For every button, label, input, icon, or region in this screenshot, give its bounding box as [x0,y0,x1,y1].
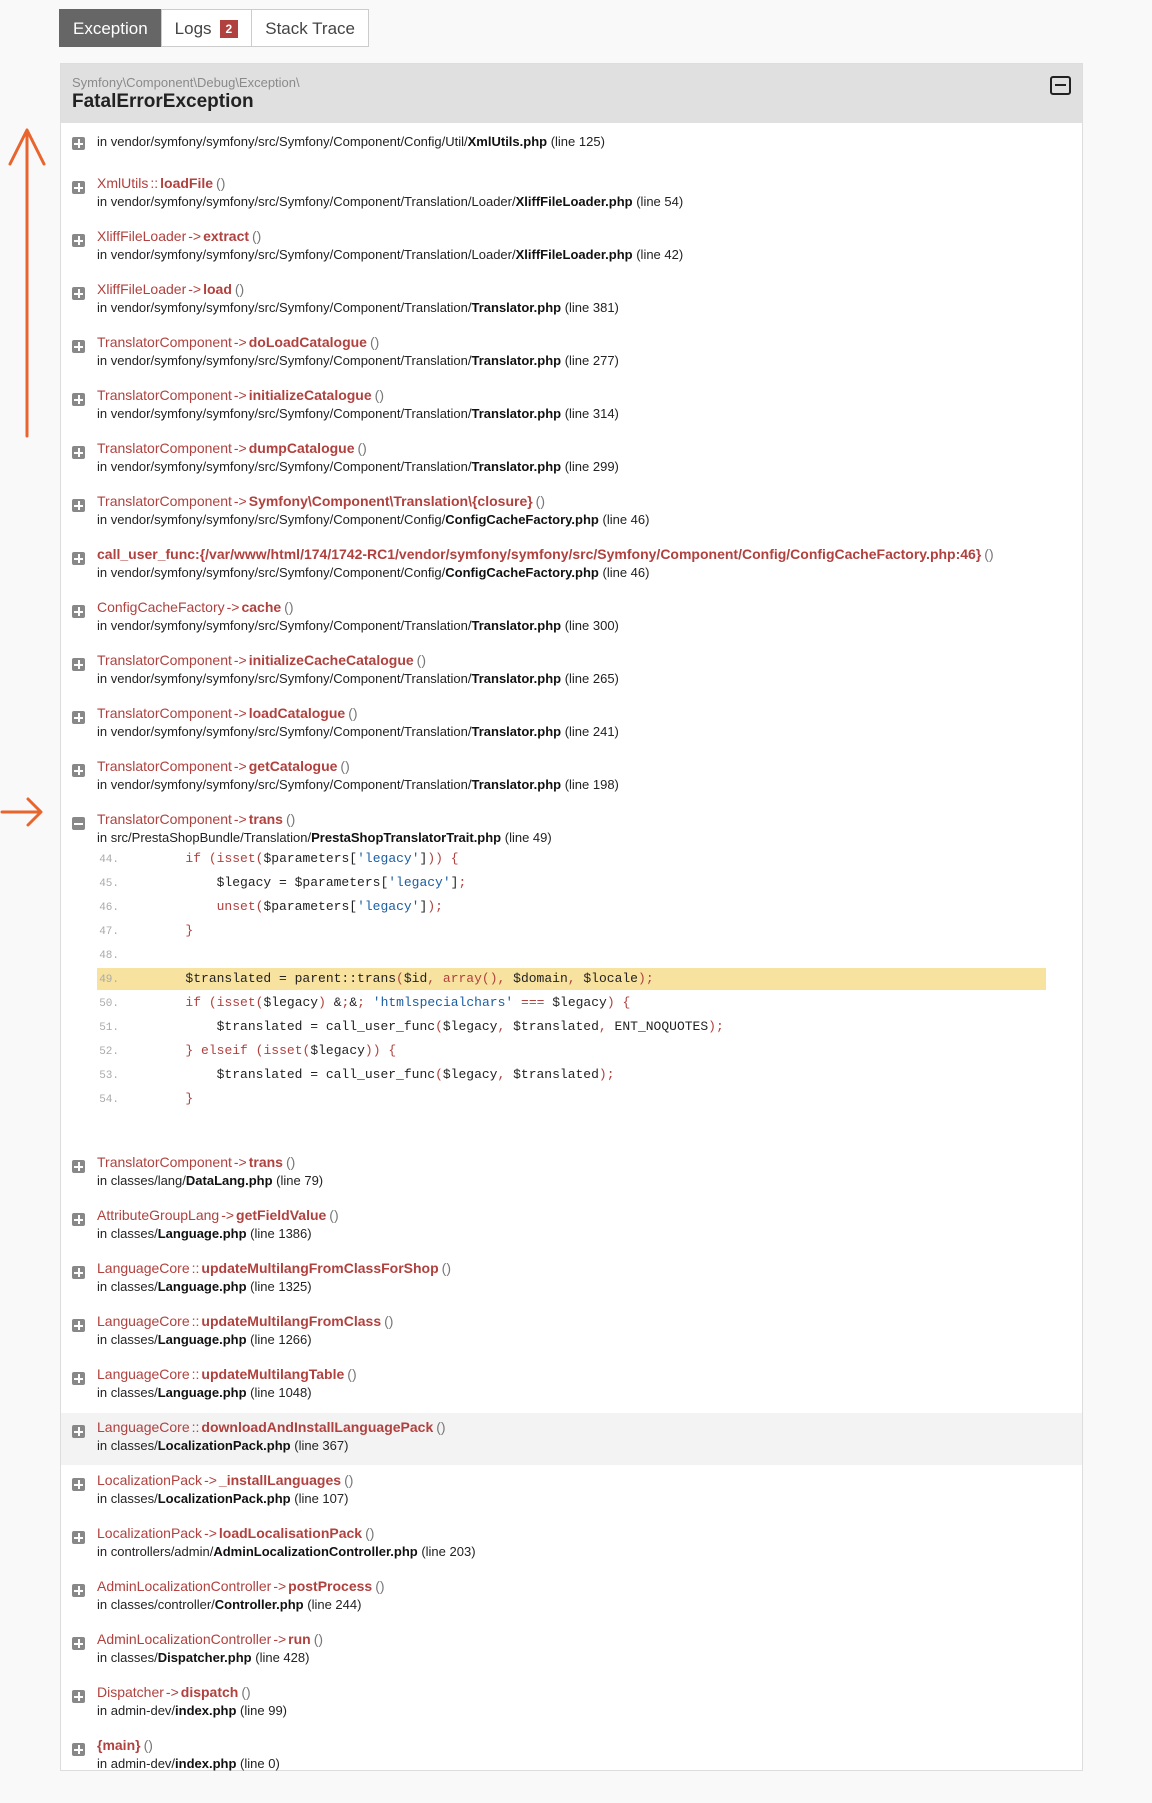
trace-separator: :: [191,1419,200,1435]
trace-path: in controllers/admin/ [97,1544,214,1559]
trace-filename: LocalizationPack.php [157,1491,291,1506]
trace-file-location [97,1279,312,1294]
trace-args: () [357,440,367,456]
trace-args: () [216,175,226,191]
trace-args: () [143,1737,153,1753]
trace-file-location [97,724,619,739]
trace-args: () [441,1260,451,1276]
trace-method: updateMultilangFromClassForShop [201,1260,439,1276]
trace-filename: PrestaShopTranslatorTrait.php [311,830,502,845]
expand-frame-icon[interactable] [72,1160,85,1173]
trace-file-location [97,1703,287,1718]
trace-function [97,1578,385,1594]
collapse-frame-icon[interactable] [72,817,85,830]
tab-bar [59,9,368,47]
trace-separator: -> [233,387,247,403]
trace-class: TranslatorComponent [97,334,232,350]
trace-line-number: (line 1386) [246,1226,312,1241]
expand-frame-icon[interactable] [72,1372,85,1385]
expand-frame-icon[interactable] [72,1266,85,1279]
trace-class: TranslatorComponent [97,705,232,721]
up-arrow-annotation [0,120,60,450]
expand-frame-icon[interactable] [72,137,85,150]
code-line-number: 45. [99,878,119,890]
trace-separator: -> [233,652,247,668]
code-text: } [185,1091,194,1106]
trace-file-location [97,1650,309,1665]
trace-filename: XliffFileLoader.php [515,194,633,209]
trace-class: XliffFileLoader [97,281,187,297]
trace-separator: -> [221,1207,235,1223]
trace-method: load [203,281,232,297]
trace-filename: Language.php [157,1226,247,1241]
trace-separator: :: [191,1260,200,1276]
trace-separator: -> [204,1525,217,1541]
trace-args: () [329,1207,339,1223]
trace-function [97,705,358,721]
trace-class: TranslatorComponent [97,440,232,456]
trace-method: _installLanguages [218,1472,342,1488]
trace-path: in vendor/symfony/symfony/src/Symfony/Component/Translation/ [97,459,472,474]
trace-file-location [97,1173,323,1188]
tab-stack-trace[interactable]: Stack Trace [251,9,369,47]
trace-path: in classes/ [97,1279,158,1294]
trace-method: loadCatalogue [248,705,346,721]
trace-class: AdminLocalizationController [97,1578,272,1594]
trace-file-location [97,194,683,209]
trace-function [97,493,545,509]
trace-args: () [285,811,296,827]
trace-separator: -> [233,758,247,774]
trace-separator: -> [204,1472,217,1488]
trace-function [97,758,350,774]
trace-args: () [416,652,426,668]
trace-function [97,1631,323,1647]
trace-args: () [284,599,294,615]
trace-path: in classes/ [97,1385,158,1400]
trace-file-location [97,777,619,792]
trace-path: in admin-dev/ [97,1703,176,1718]
trace-filename: Translator.php [471,300,562,315]
trace-args: () [348,705,358,721]
trace-separator: :: [191,1366,200,1382]
trace-file-location [97,1385,312,1400]
trace-line-number: (line 0) [236,1756,280,1771]
trace-method: trans [248,811,283,827]
trace-class: LanguageCore [97,1313,190,1329]
trace-file-location [97,1597,361,1612]
trace-function [97,1366,357,1382]
trace-line-number: (line 1048) [246,1385,312,1400]
trace-path: in classes/lang/ [97,1173,186,1188]
trace-args: () [252,228,262,244]
code-text: $legacy = $parameters['legacy']; [123,875,467,890]
expand-frame-icon[interactable] [72,1743,85,1756]
trace-class: TranslatorComponent [97,758,232,774]
trace-filename: Translator.php [471,724,562,739]
trace-path: in classes/controller/ [97,1597,215,1612]
trace-class: AdminLocalizationController [97,1631,272,1647]
trace-function [97,175,225,191]
trace-line-number: (line 42) [632,247,684,262]
code-line [97,992,1046,1014]
trace-path: in src/PrestaShopBundle/Translation/ [97,830,312,845]
trace-line-number: (line 314) [561,406,619,421]
trace-line-number: (line 1325) [246,1279,312,1294]
trace-file-location [97,353,619,368]
expand-frame-icon[interactable] [72,340,85,353]
trace-line-number: (line 54) [632,194,684,209]
trace-class: LocalizationPack [97,1472,203,1488]
trace-class: TranslatorComponent [97,387,232,403]
trace-path: in vendor/symfony/symfony/src/Symfony/Component/Translation/ [97,353,472,368]
trace-filename: LocalizationPack.php [157,1438,291,1453]
expand-frame-icon[interactable] [72,1425,85,1438]
trace-method: updateMultilangTable [201,1366,345,1382]
trace-args: () [285,1154,296,1170]
exception-header [61,64,1082,123]
trace-filename: Translator.php [471,459,562,474]
trace-function [97,281,244,297]
code-text: } [185,923,194,938]
trace-filename: XliffFileLoader.php [515,247,633,262]
trace-separator: -> [233,705,247,721]
code-line [97,1064,1046,1086]
trace-filename: Translator.php [471,406,562,421]
code-text: $translated = parent::trans($id, array(), $domain, $locale); [123,971,654,986]
trace-line-number: (line 49) [501,830,552,845]
expand-frame-icon[interactable] [72,1319,85,1332]
code-line [97,1088,1046,1110]
trace-function [97,228,261,244]
code-line-number: 49. [99,974,119,986]
trace-filename: AdminLocalizationController.php [213,1544,418,1559]
tab-logs-label: Logs [174,19,212,38]
trace-function [97,1737,153,1753]
trace-line-number: (line 241) [561,724,619,739]
trace-method: {main} [97,1737,141,1753]
trace-line-number: (line 46) [598,565,650,580]
trace-path: in vendor/symfony/symfony/src/Symfony/Component/Translation/ [97,300,472,315]
trace-path: in vendor/symfony/symfony/src/Symfony/Component/Config/Util/ [97,134,468,149]
code-line-number: 50. [99,998,119,1010]
trace-function [97,1260,451,1276]
trace-separator: -> [188,228,202,244]
trace-method: updateMultilangFromClass [201,1313,382,1329]
code-line-highlighted [97,968,1046,990]
expand-frame-icon[interactable] [72,1584,85,1597]
trace-class: LocalizationPack [97,1525,203,1541]
trace-file-location [97,300,619,315]
trace-filename: XmlUtils.php [467,134,548,149]
trace-path: in vendor/symfony/symfony/src/Symfony/Component/Translation/ [97,777,472,792]
trace-method: run [288,1631,311,1647]
expand-frame-icon[interactable] [72,446,85,459]
code-line [97,896,1046,918]
trace-function [97,440,367,456]
trace-method: extract [203,228,250,244]
trace-args: () [369,334,380,350]
trace-class: TranslatorComponent [97,811,232,827]
trace-path: in classes/ [97,1650,158,1665]
expand-frame-icon[interactable] [72,287,85,300]
trace-class: Dispatcher [97,1684,164,1700]
trace-class: TranslatorComponent [97,1154,232,1170]
trace-function [97,811,295,827]
trace-path: in vendor/symfony/symfony/src/Symfony/Component/Translation/Loader/ [97,194,516,209]
trace-args: () [374,387,384,403]
trace-method: downloadAndInstallLanguagePack [201,1419,434,1435]
trace-line-number: (line 99) [236,1703,288,1718]
trace-separator: -> [233,1154,247,1170]
code-line-number: 47. [99,926,119,938]
trace-function [97,1525,374,1541]
trace-method: initializeCatalogue [248,387,372,403]
trace-method: loadLocalisationPack [218,1525,363,1541]
trace-class: XliffFileLoader [97,228,187,244]
trace-class: LanguageCore [97,1366,190,1382]
expand-frame-icon[interactable] [72,1213,85,1226]
trace-line-number: (line 46) [598,512,650,527]
code-line-number: 51. [99,1022,119,1034]
trace-path: in vendor/symfony/symfony/src/Symfony/Component/Translation/ [97,618,472,633]
trace-args: () [340,758,350,774]
trace-file-location [97,1544,476,1559]
trace-file-location [97,1756,280,1771]
expand-frame-icon[interactable] [72,605,85,618]
trace-path: in vendor/symfony/symfony/src/Symfony/Component/Translation/Loader/ [97,247,516,262]
trace-path: in vendor/symfony/symfony/src/Symfony/Component/Translation/ [97,671,472,686]
trace-filename: Language.php [157,1279,247,1294]
trace-line-number: (line 277) [561,353,619,368]
code-line-number: 53. [99,1070,119,1082]
trace-args: () [344,1472,354,1488]
trace-function [97,1472,353,1488]
trace-method: trans [248,1154,283,1170]
trace-function [97,387,384,403]
trace-class: LanguageCore [97,1419,190,1435]
trace-filename: ConfigCacheFactory.php [445,512,599,527]
expand-frame-icon[interactable] [72,181,85,194]
trace-file-location [97,565,649,580]
trace-method: Symfony\Component\Translation\{closure} [248,493,533,509]
trace-filename: Translator.php [471,777,562,792]
trace-file-location [97,459,619,474]
expand-frame-icon[interactable] [72,1478,85,1491]
trace-path: in admin-dev/ [97,1756,176,1771]
trace-file-location [97,247,683,262]
trace-args: () [436,1419,446,1435]
trace-path: in classes/ [97,1332,158,1347]
tab-logs[interactable] [161,9,253,47]
code-line [97,944,1046,966]
trace-args: () [375,1578,385,1594]
trace-line-number: (line 428) [251,1650,310,1665]
trace-class: TranslatorComponent [97,652,232,668]
trace-class: AttributeGroupLang [97,1207,220,1223]
expand-frame-icon[interactable] [72,764,85,777]
trace-function [97,546,994,562]
trace-separator: -> [165,1684,179,1700]
trace-filename: index.php [175,1756,237,1771]
code-line [97,872,1046,894]
expand-frame-icon[interactable] [72,1690,85,1703]
trace-line-number: (line 198) [561,777,619,792]
expand-frame-icon[interactable] [72,393,85,406]
trace-filename: Translator.php [471,671,562,686]
exception-namespace: Symfony\Component\Debug\Exception\ [72,75,300,90]
trace-filename: Dispatcher.php [157,1650,252,1665]
code-text: if (isset($legacy) &;&; 'htmlspecialchars' === $legacy) { [185,995,631,1010]
code-text: $translated = call_user_func($legacy, $translated, ENT_NOQUOTES); [123,1019,724,1034]
code-text: $translated = call_user_func($legacy, $translated); [123,1067,615,1082]
trace-method: getFieldValue [236,1207,327,1223]
code-text: if (isset($parameters['legacy'])) { [185,851,459,866]
code-line-number: 46. [99,902,119,914]
trace-method: initializeCacheCatalogue [248,652,414,668]
trace-function [97,599,294,615]
trace-function [97,1313,393,1329]
code-text: unset($parameters['legacy']); [216,899,443,914]
exception-panel [60,63,1083,1771]
trace-file-location [97,406,619,421]
trace-line-number: (line 244) [303,1597,362,1612]
expand-frame-icon[interactable] [72,234,85,247]
trace-class: ConfigCacheFactory [97,599,225,615]
trace-separator: -> [273,1578,287,1594]
trace-line-number: (line 1266) [246,1332,312,1347]
code-line-number: 48. [99,950,119,962]
trace-args: () [984,546,994,562]
trace-separator: -> [273,1631,287,1647]
expand-frame-icon[interactable] [72,1637,85,1650]
trace-method: loadFile [160,175,214,191]
logs-count-badge: 2 [220,20,239,38]
trace-file-location [97,671,619,686]
trace-function [97,1154,295,1170]
trace-filename: Translator.php [471,618,562,633]
trace-function [97,1684,251,1700]
trace-path: in vendor/symfony/symfony/src/Symfony/Component/Config/ [97,565,446,580]
code-line [97,1016,1046,1038]
trace-path: in classes/ [97,1438,158,1453]
trace-file-location [97,1226,312,1241]
code-line [97,1040,1046,1062]
trace-class: LanguageCore [97,1260,190,1276]
trace-method: cache [241,599,282,615]
code-snippet [97,848,1046,1136]
trace-separator: -> [233,440,247,456]
trace-line-number: (line 203) [417,1544,476,1559]
trace-filename: Language.php [157,1385,247,1400]
trace-function [97,1207,339,1223]
expand-frame-icon[interactable] [72,658,85,671]
trace-method: dispatch [180,1684,239,1700]
code-text: } elseif (isset($legacy)) { [185,1043,397,1058]
trace-args: () [234,281,245,297]
trace-class: XmlUtils [97,175,149,191]
trace-line-number: (line 265) [561,671,619,686]
trace-filename: index.php [175,1703,237,1718]
trace-separator: -> [226,599,240,615]
exception-title: FatalErrorException [72,91,254,112]
trace-line-number: (line 107) [290,1491,349,1506]
code-line [97,848,1046,870]
tab-exception[interactable]: Exception [59,9,162,47]
expand-frame-icon[interactable] [72,711,85,724]
trace-filename: Language.php [157,1332,247,1347]
trace-filename: ConfigCacheFactory.php [445,565,599,580]
trace-file-location [97,512,649,527]
trace-class: TranslatorComponent [97,493,232,509]
trace-line-number: (line 381) [561,300,619,315]
trace-args: () [365,1525,375,1541]
trace-path: in classes/ [97,1226,158,1241]
trace-separator: -> [233,334,247,350]
right-arrow-annotation [0,795,50,829]
trace-file-location [97,830,552,845]
trace-separator: :: [191,1313,200,1329]
trace-line-number: (line 300) [561,618,619,633]
trace-file-location [97,618,619,633]
code-line-number: 44. [99,854,119,866]
trace-filename: Translator.php [471,353,562,368]
trace-separator: :: [150,175,159,191]
trace-function [97,652,426,668]
trace-filename: DataLang.php [185,1173,273,1188]
trace-args: () [241,1684,251,1700]
trace-method: doLoadCatalogue [248,334,367,350]
trace-file-location [97,134,605,149]
trace-method: postProcess [288,1578,373,1594]
trace-function [97,1419,446,1435]
trace-file-location [97,1491,348,1506]
trace-path: in vendor/symfony/symfony/src/Symfony/Component/Config/ [97,512,446,527]
expand-frame-icon[interactable] [72,1531,85,1544]
trace-line-number: (line 125) [547,134,605,149]
trace-separator: -> [188,281,202,297]
expand-frame-icon[interactable] [72,552,85,565]
trace-method: dumpCatalogue [248,440,355,456]
code-line [97,920,1046,942]
trace-path: in vendor/symfony/symfony/src/Symfony/Component/Translation/ [97,406,472,421]
code-line-number: 54. [99,1094,119,1106]
trace-line-number: (line 79) [272,1173,324,1188]
trace-args: () [384,1313,394,1329]
trace-path: in vendor/symfony/symfony/src/Symfony/Component/Translation/ [97,724,472,739]
collapse-toggle-icon[interactable] [1050,76,1071,95]
trace-file-location [97,1332,312,1347]
trace-separator: -> [233,811,247,827]
trace-function [97,334,379,350]
trace-file-location [97,1438,348,1453]
trace-line-number: (line 299) [561,459,619,474]
trace-separator: -> [233,493,247,509]
expand-frame-icon[interactable] [72,499,85,512]
trace-args: () [347,1366,357,1382]
trace-path: in classes/ [97,1491,158,1506]
trace-args: () [313,1631,324,1647]
trace-filename: Controller.php [214,1597,304,1612]
trace-method: getCatalogue [248,758,338,774]
code-line-number: 52. [99,1046,119,1058]
trace-line-number: (line 367) [290,1438,349,1453]
trace-method: call_user_func:{/var/www/html/174/1742-RC1/vendor/symfony/symfony/src/Symfony/Component/Config/ConfigCacheFactory.php:46} [97,546,982,562]
trace-args: () [535,493,545,509]
